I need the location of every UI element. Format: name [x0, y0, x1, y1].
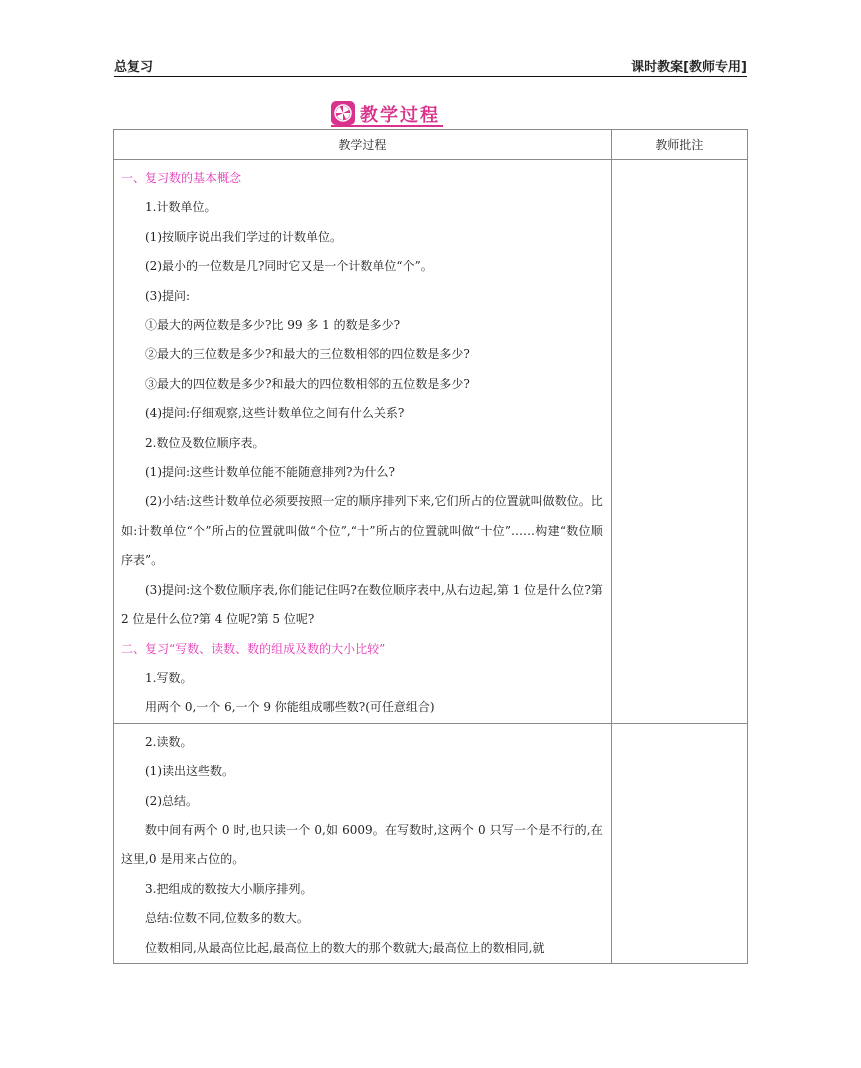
header-left-title: 总复习 [114, 60, 154, 75]
paragraph: 总结:位数不同,位数多的数大。 [145, 911, 309, 926]
process-content-2 [114, 724, 611, 963]
table-header-row [114, 130, 748, 160]
process-cell [114, 723, 612, 963]
col-header-process: 教学过程 [114, 130, 612, 160]
table-row [114, 723, 748, 963]
paragraph: (2)总结。 [145, 793, 198, 808]
paragraph: 1.计数单位。 [145, 200, 217, 215]
paragraph: (1)读出这些数。 [145, 764, 234, 779]
paragraph: ③最大的四位数是多少?和最大的四位数相邻的五位数是多少? [145, 376, 470, 391]
lesson-table [113, 129, 748, 964]
paragraph: (3)提问: [145, 288, 191, 303]
paragraph: ②最大的三位数是多少?和最大的三位数相邻的四位数是多少? [145, 347, 470, 362]
paragraph: 3.把组成的数按大小顺序排列。 [145, 881, 313, 896]
paragraph: 位数相同,从最高位比起,最高位上的数大的那个数就大;最高位上的数相同,就 [145, 940, 545, 955]
header-right-title: 课时教案[教师专用] [631, 60, 747, 75]
col-header-notes: 教师批注 [611, 130, 747, 160]
paragraph: (3)提问:这个数位顺序表,你们能记住吗?在数位顺序表中,从右边起,第 1 位是什么位?第 2 位是什么位?第 4 位呢?第 5 位呢? [121, 582, 603, 627]
process-content-1 [114, 160, 611, 723]
header-rule [114, 76, 747, 77]
paragraph: 用两个 0,一个 6,一个 9 你能组成哪些数?(可任意组合) [145, 700, 435, 715]
paragraph: 2.数位及数位顺序表。 [145, 435, 265, 450]
page-header [114, 56, 747, 76]
section-heading-text: 一、复习数的基本概念 [121, 171, 242, 185]
section-title: 教学过程 [360, 105, 440, 126]
paragraph: (1)提问:这些计数单位能不能随意排列?为什么? [145, 465, 395, 480]
paragraph: 2.读数。 [145, 734, 193, 749]
paragraph: 1.写数。 [145, 670, 193, 685]
table-row [114, 160, 748, 724]
notes-cell [611, 723, 747, 963]
paragraph: (4)提问:仔细观察,这些计数单位之间有什么关系? [145, 406, 405, 421]
pinwheel-icon [331, 101, 355, 125]
process-cell [114, 160, 612, 724]
paragraph: (2)最小的一位数是几?同时它又是一个计数单位“个”。 [145, 259, 433, 274]
section-underline [331, 125, 443, 127]
notes-cell [611, 160, 747, 724]
paragraph: ①最大的两位数是多少?比 99 多 1 的数是多少? [145, 318, 401, 333]
paragraph: 数中间有两个 0 时,也只读一个 0,如 6009。在写数时,这两个 0 只写一个是不行的,在这里,0 是用来占位的。 [121, 822, 603, 867]
paragraph: (2)小结:这些计数单位必须要按照一定的顺序排列下来,它们所占的位置就叫做数位。比如:计数单位“个”所占的位置就叫做“个位”,“十”所占的位置就叫做“十位”……构建“数位顺序表”。 [121, 494, 603, 568]
paragraph: (1)按顺序说出我们学过的计数单位。 [145, 229, 342, 244]
section-heading-text: 二、复习“写数、读数、数的组成及数的大小比较” [121, 641, 386, 656]
